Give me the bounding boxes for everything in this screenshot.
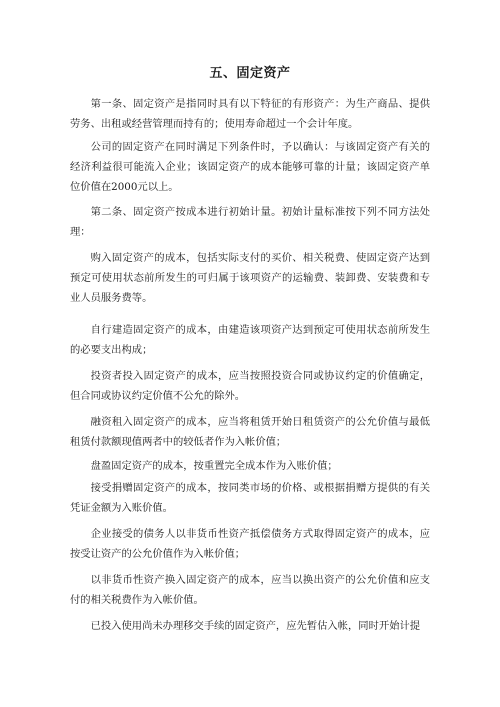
paragraph-donated-assets: 接受捐赠固定资产的成本，按同类市场的价格、或根据捐赠方提供的有关凭证金额为入账价值。 <box>70 482 430 514</box>
document-page <box>70 0 430 707</box>
paragraph-inventory-surplus: 盘盈固定资产的成本，按重置完全成本作为入账价值； <box>90 460 338 472</box>
paragraph-non-monetary-exchange: 以非货币性资产换入固定资产的成本，应当以换出资产的公允价值和应支付的相关税费作为入帐价值。 <box>70 574 430 606</box>
paragraph-article-1: 第一条、固定资产是指同时具有以下特征的有形资产：为生产商品、提供劳务、出租或经营管理而持有的；使用寿命超过一个会计年度。 <box>70 98 430 130</box>
paragraph-finance-lease: 融资租入固定资产的成本，应当将租赁开始日租赁资产的公允价值与最低租赁付款额现值两者中的较低者作为入帐价值； <box>70 416 430 448</box>
paragraph-purchased-assets: 购入固定资产的成本，包括实际支付的买价、相关税费、使固定资产达到预定可使用状态前所发生的可归属于该项资产的运输费、装卸费、安装费和专业人员服务费等。 <box>70 252 430 304</box>
paragraph-article-2: 第二条、固定资产按成本进行初始计量。初始计量标准按下列不同方法处理： <box>70 206 430 238</box>
paragraph-provisional-valuation: 已投入使用尚未办理移交手续的固定资产，应先暂估入帐，同时开始计提 <box>90 620 421 632</box>
section-title: 五、固定资产 <box>209 66 291 81</box>
paragraph-investor-contributed: 投资者投入固定资产的成本，应当按照投资合同或协议约定的价值确定，但合同或协议约定价值不公允的除外。 <box>70 370 430 402</box>
paragraph-debt-restructuring: 企业接受的债务人以非货币性资产抵偿债务方式取得固定资产的成本，应按受让资产的公允价值作为入帐价值； <box>70 528 430 560</box>
paragraph-self-built-assets: 自行建造固定资产的成本，由建造该项资产达到预定可使用状态前所发生的必要支出构成； <box>70 324 430 356</box>
paragraph-recognition-conditions: 公司的固定资产在同时满足下列条件时，予以确认：与该固定资产有关的经济利益很可能流入企业；该固定资产的成本能够可靠的计量；该固定资产单位价值在2000元以上。 <box>70 141 430 193</box>
